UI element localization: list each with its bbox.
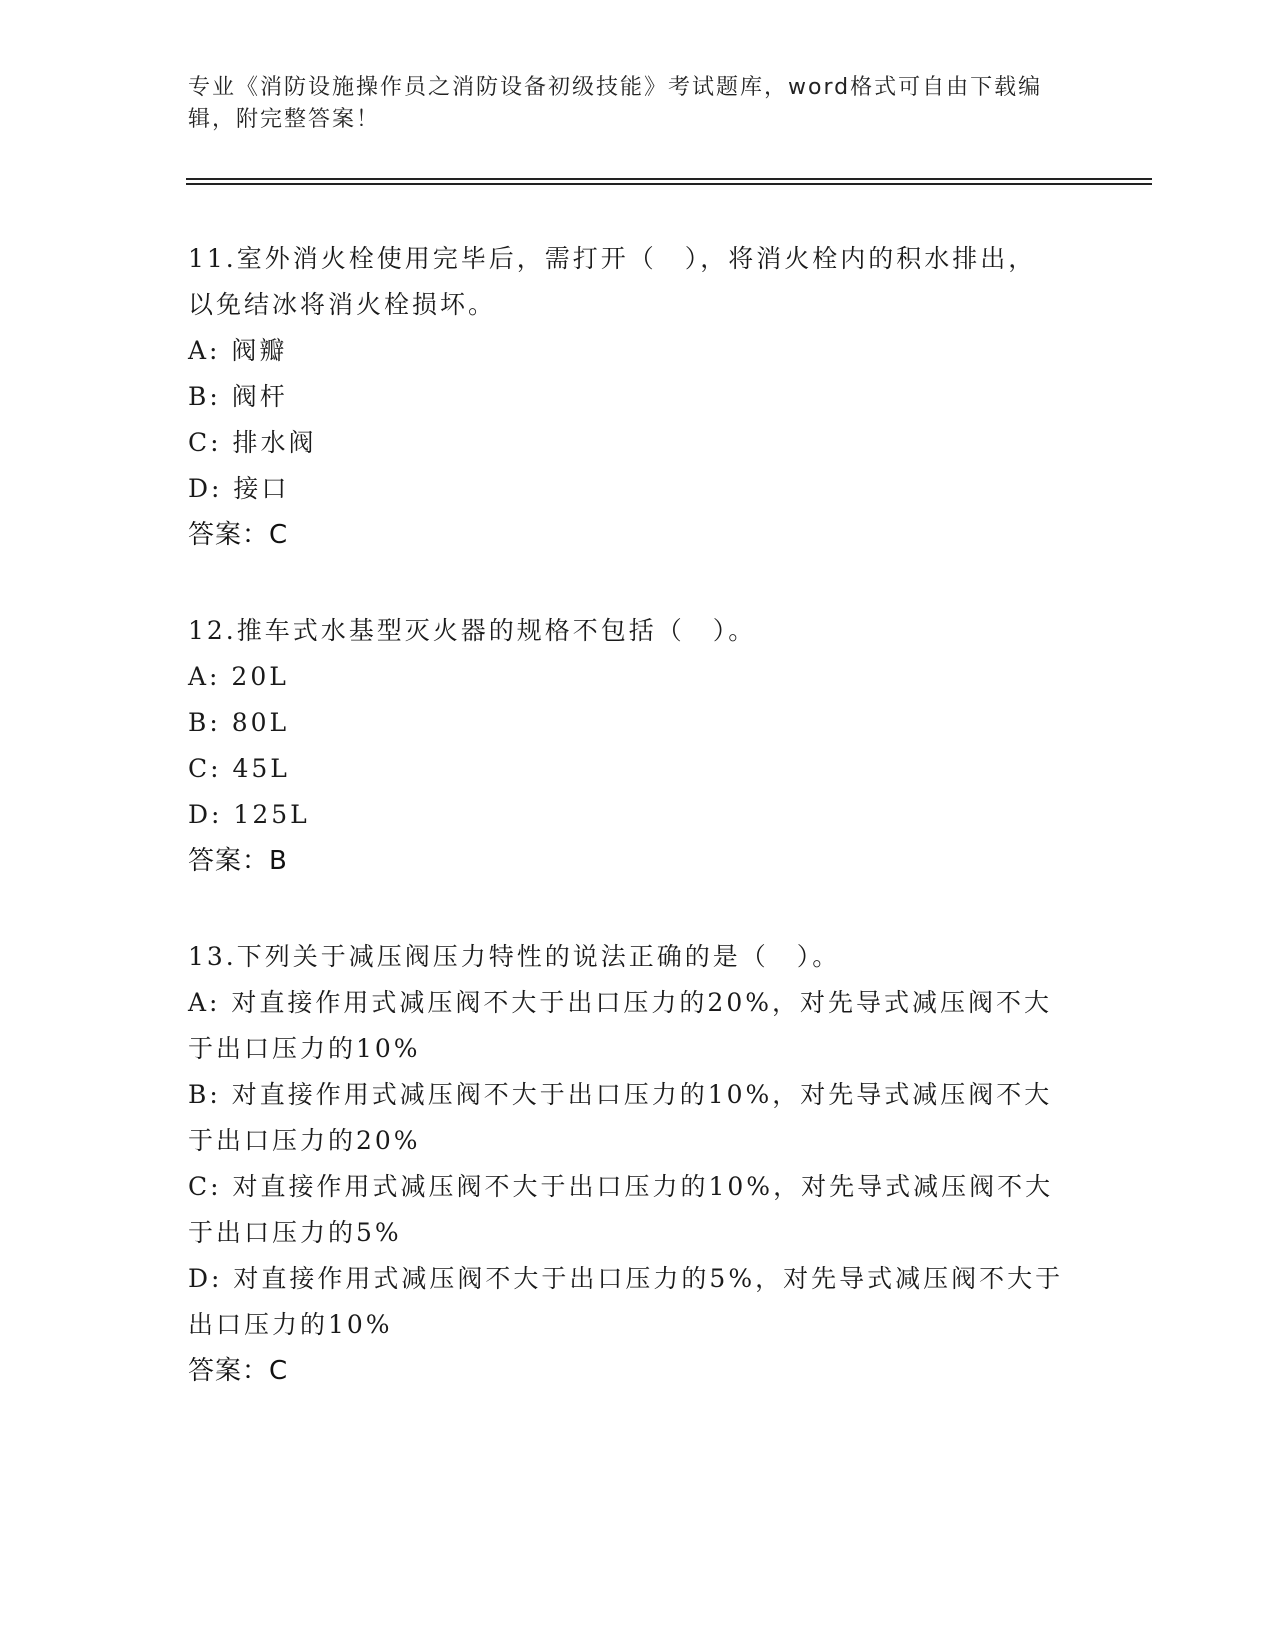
question-stem: 11.室外消火栓使用完毕后，需打开（ ），将消火栓内的积水排出， (188, 244, 1037, 273)
option-b: B: 阀杆 (188, 382, 288, 411)
option-a-continued: 于出口压力的10% (188, 1034, 421, 1063)
header-line-1: 专业《消防设施操作员之消防设备初级技能》考试题库，word格式可自由下载编 (188, 75, 1043, 100)
question-stem: 13.下列关于减压阀压力特性的说法正确的是（ ）。 (188, 942, 841, 971)
answer-label: 答案：C (188, 1356, 289, 1386)
header-line-2: 辑，附完整答案！ (188, 107, 381, 132)
question-list (188, 236, 1088, 1444)
question-13 (188, 934, 1088, 1394)
option-c-continued: 于出口压力的5% (188, 1218, 402, 1247)
option-a: A: 20L (188, 662, 289, 691)
option-c: C: 对直接作用式减压阀不大于出口压力的10%，对先导式减压阀不大 (188, 1172, 1054, 1201)
document-header (188, 72, 1068, 136)
option-b: B: 80L (188, 708, 290, 737)
option-c: C: 排水阀 (188, 428, 317, 457)
option-d: D: 125L (188, 800, 310, 829)
option-c: C: 45L (188, 754, 290, 783)
option-b: B: 对直接作用式减压阀不大于出口压力的10%，对先导式减压阀不大 (188, 1080, 1053, 1109)
question-stem: 12.推车式水基型灭火器的规格不包括（ ）。 (188, 616, 757, 645)
answer-label: 答案：C (188, 520, 289, 550)
header-divider-bottom (186, 183, 1152, 185)
option-d-continued: 出口压力的10% (188, 1310, 393, 1339)
option-a: A: 阀瓣 (188, 336, 288, 365)
question-12 (188, 608, 1088, 884)
option-a: A: 对直接作用式减压阀不大于出口压力的20%，对先导式减压阀不大 (188, 988, 1052, 1017)
answer-label: 答案：B (188, 846, 288, 876)
header-divider-top (186, 178, 1152, 180)
option-d: D: 接口 (188, 474, 290, 503)
option-b-continued: 于出口压力的20% (188, 1126, 421, 1155)
question-stem-continued: 以免结冰将消火栓损坏。 (188, 290, 497, 319)
option-d: D: 对直接作用式减压阀不大于出口压力的5%，对先导式减压阀不大于 (188, 1264, 1064, 1293)
question-11 (188, 236, 1088, 558)
